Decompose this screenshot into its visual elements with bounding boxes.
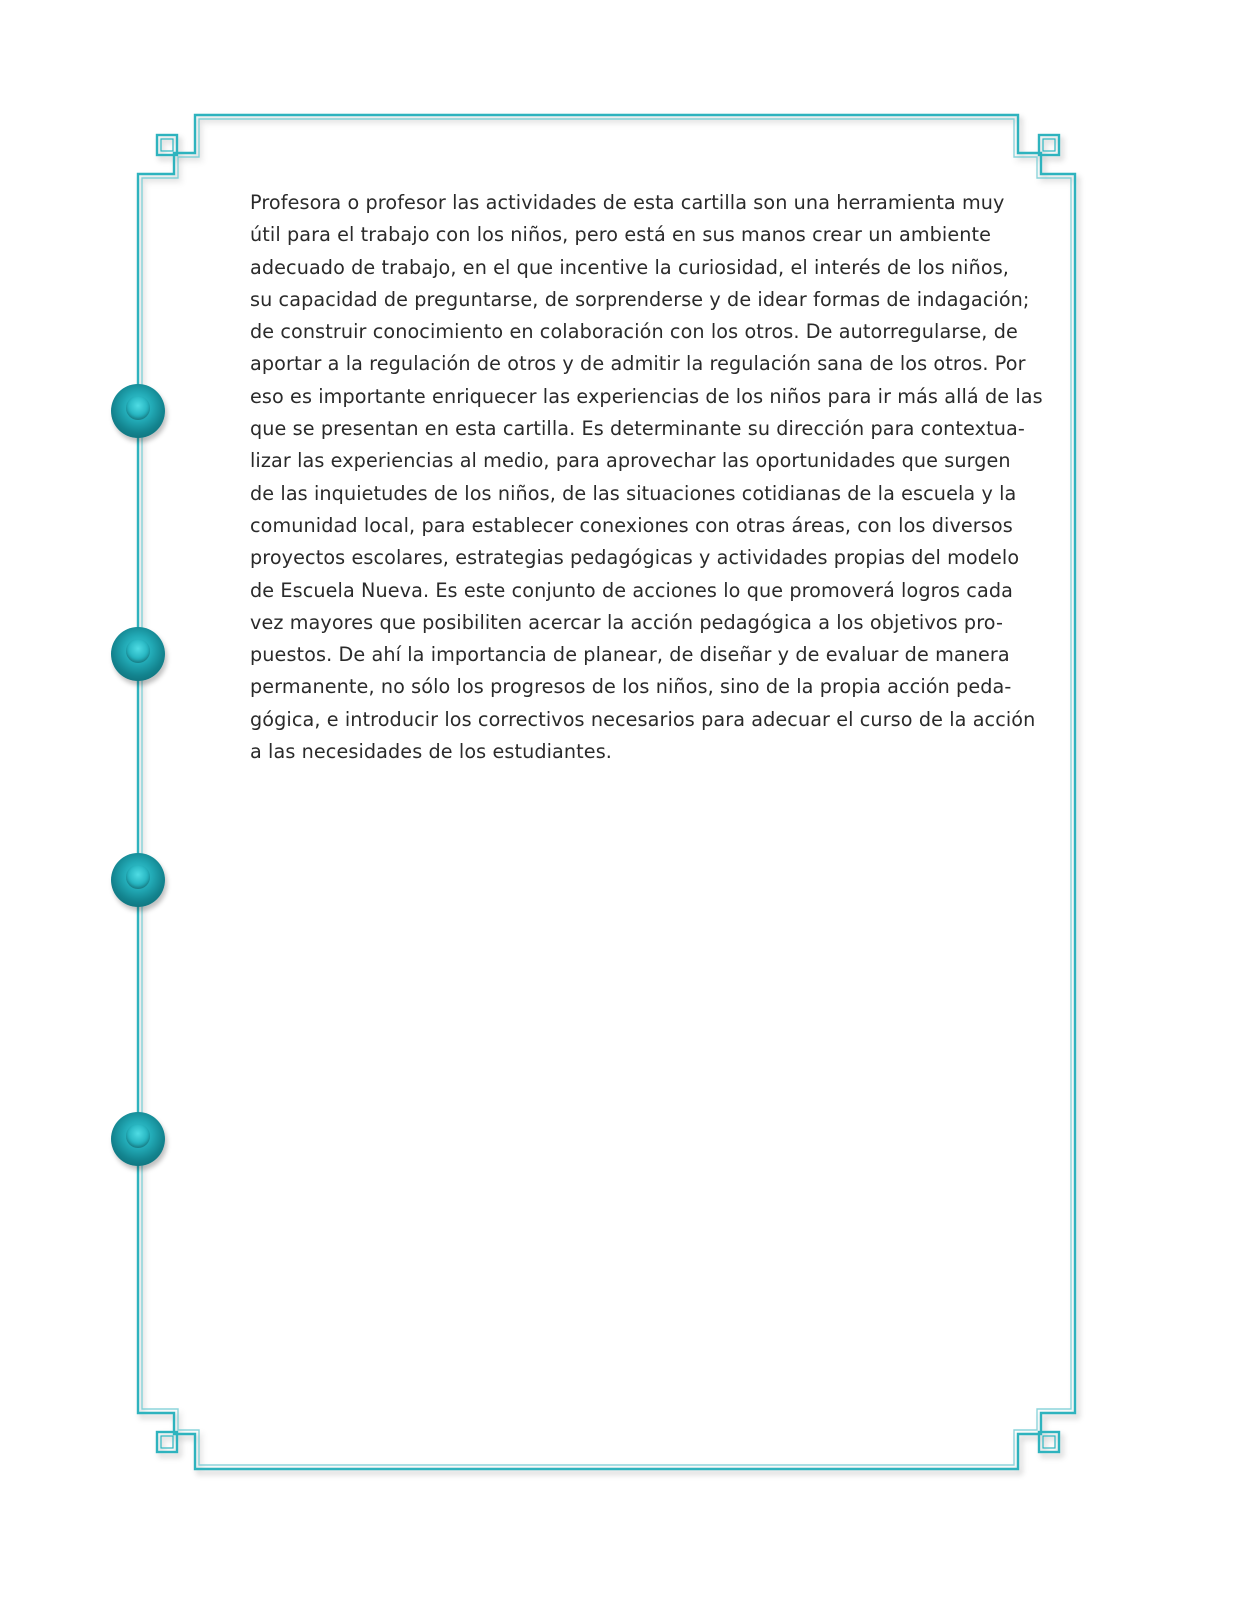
text-line: permanente, no sólo los progresos de los niños, sino de la propia acción peda- [250, 675, 1012, 699]
text-line: de las inquietudes de los niños, de las situaciones cotidianas de la escuela y la [250, 481, 1017, 505]
text-line: a las necesidades de los estudiantes. [250, 740, 612, 764]
text-line: vez mayores que posibiliten acercar la acción pedagógica a los objetivos pro- [250, 610, 1003, 634]
body-paragraph [250, 187, 1043, 768]
text-line: comunidad local, para establecer conexiones con otras áreas, con los diversos [250, 513, 1013, 537]
text-line: útil para el trabajo con los niños, pero está en sus manos crear un ambiente [250, 223, 992, 247]
decorative-bead-4 [111, 1112, 165, 1166]
text-line: gógica, e introducir los correctivos necesarios para adecuar el curso de la acción [250, 707, 1036, 731]
text-line: de construir conocimiento en colaboración con los otros. De autorregularse, de [250, 320, 1018, 344]
decorative-bead-2 [111, 627, 165, 681]
text-line: aportar a la regulación de otros y de admitir la regulación sana de los otros. Por [250, 352, 1026, 376]
text-line: adecuado de trabajo, en el que incentive la curiosidad, el interés de los niños, [250, 255, 1010, 279]
text-line: Profesora o profesor las actividades de esta cartilla son una herramienta muy [250, 191, 1005, 214]
text-line: de Escuela Nueva. Es este conjunto de acciones lo que promoverá logros cada [250, 578, 1013, 602]
text-line: que se presentan en esta cartilla. Es determinante su dirección para contextua- [250, 417, 1025, 441]
text-line: proyectos escolares, estrategias pedagógicas y actividades propias del modelo [250, 546, 1020, 570]
text-line: eso es importante enriquecer las experiencias de los niños para ir más allá de las [250, 384, 1043, 408]
decorative-bead-1 [111, 384, 165, 438]
decorative-bead-3 [111, 853, 165, 907]
text-line: lizar las experiencias al medio, para aprovechar las oportunidades que surgen [250, 449, 1011, 473]
text-line: su capacidad de preguntarse, de sorprenderse y de idear formas de indagación; [250, 287, 1030, 311]
text-line: puestos. De ahí la importancia de planear, de diseñar y de evaluar de manera [250, 643, 1010, 667]
